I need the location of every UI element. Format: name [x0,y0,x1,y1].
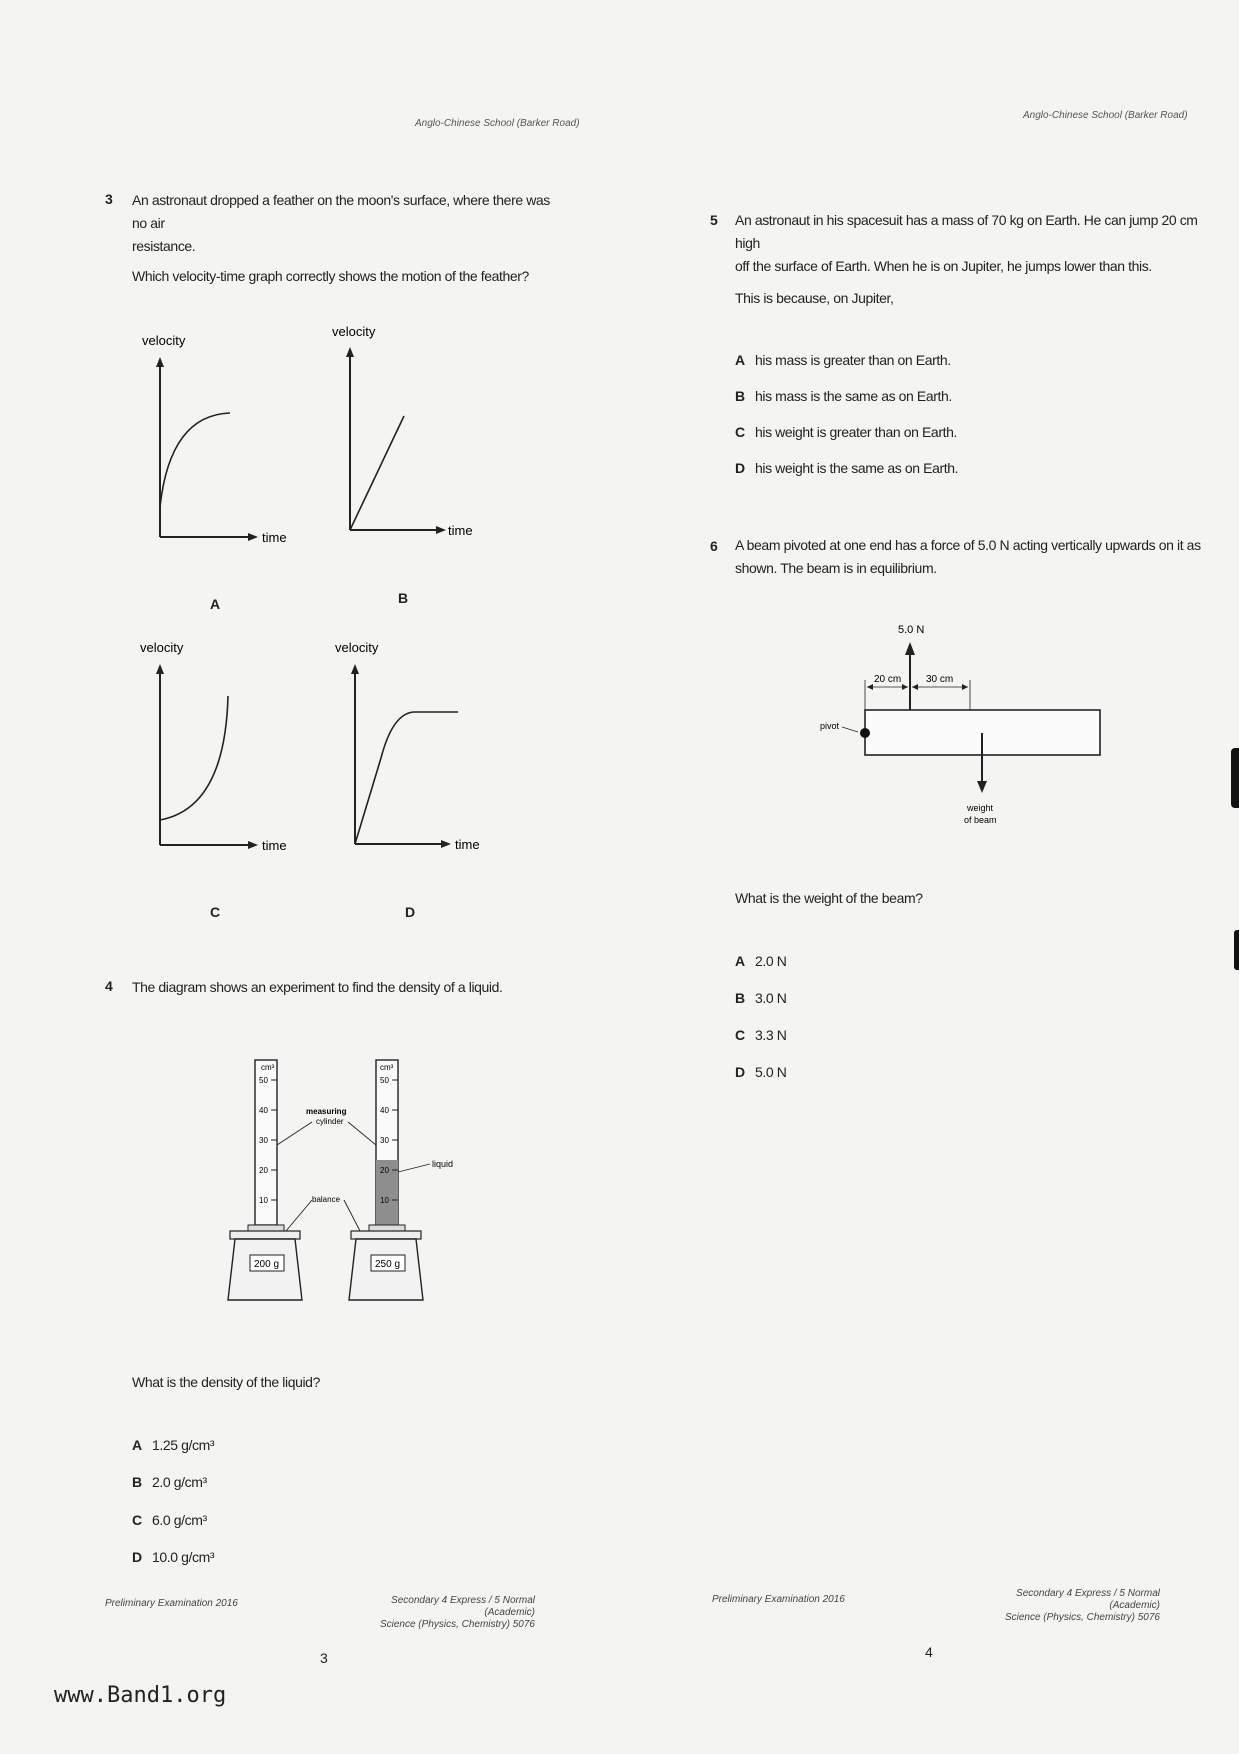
label-cylinder: cylinder [316,1117,344,1126]
q5-option-c[interactable] [735,421,957,444]
graph-d-curve [355,712,458,844]
graph-a-ylabel: velocity [142,333,186,348]
footer-right [980,1588,1160,1624]
weight-label-2: of beam [964,815,997,825]
q6-option-b[interactable] [735,987,786,1010]
left-balance-reading: 200 g [254,1259,280,1270]
graph-a-letter: A [210,596,221,612]
question-5-prompt: This is because, on Jupiter, [735,290,894,306]
right-cylinder-unit: cm³ [380,1063,394,1072]
question-6-line1: A beam pivoted at one end has a force of 5.0 N acting vertically upwards on it as [735,537,1201,553]
q4-option-d-letter: D [132,1549,142,1565]
q5-option-c-letter: C [735,424,745,440]
question-3-text [132,189,562,258]
question-6-prompt: What is the weight of the beam? [735,890,923,906]
q6-option-a-letter: A [735,953,745,969]
right-page [620,0,1239,1754]
question-5-text [735,209,1225,278]
right-scale-30: 30 [380,1136,389,1145]
scan-edge-mark [1231,748,1239,808]
question-5-line2: off the surface of Earth. When he is on Jupiter, he jumps lower than this. [735,258,1152,274]
question-3-number: 3 [105,191,113,207]
left-cylinder-unit: cm³ [261,1063,275,1072]
q5-option-a-letter: A [735,352,745,368]
q4-option-c[interactable] [132,1509,207,1532]
q5-option-b[interactable] [735,385,952,408]
left-scale-40: 40 [259,1106,268,1115]
q6-option-b-letter: B [735,990,745,1006]
q4-option-a[interactable] [132,1434,214,1457]
question-5-number: 5 [710,212,718,228]
question-4-prompt: What is the density of the liquid? [132,1374,320,1390]
q4-option-c-letter: C [132,1512,142,1528]
graph-b-ylabel: velocity [332,324,376,339]
graph-b [320,320,485,545]
graph-c-ylabel: velocity [140,640,184,655]
left-scale-10: 10 [259,1196,268,1205]
label-balance: balance [312,1195,341,1204]
question-3-prompt: Which velocity-time graph correctly shows the motion of the feather? [132,268,529,284]
scan-edge-mark [1234,930,1239,970]
distance-2: 30 cm [926,674,954,685]
graph-a-xlabel: time [262,530,287,545]
right-balance-reading: 250 g [375,1259,401,1270]
graph-c-xlabel: time [262,838,287,853]
q6-option-a[interactable] [735,950,786,973]
q5-option-b-letter: B [735,388,745,404]
footer-left: Preliminary Examination 2016 [712,1594,845,1605]
q5-option-b-text: his mass is the same as on Earth. [755,388,952,404]
q5-option-d[interactable] [735,457,958,480]
distance-1: 20 cm [874,674,902,685]
graph-a-curve [160,413,230,507]
footer-left: Preliminary Examination 2016 [105,1598,238,1609]
q4-option-d[interactable] [132,1546,214,1569]
footer-right-line2: Science (Physics, Chemistry) 5076 [1004,1612,1160,1623]
footer-right-line2: Science (Physics, Chemistry) 5076 [379,1619,535,1630]
q6-option-b-text: 3.0 N [755,990,787,1006]
graph-b-letter: B [398,590,409,606]
graph-b-xlabel: time [448,523,473,538]
question-4-text: The diagram shows an experiment to find the density of a liquid. [132,979,503,995]
q6-option-c[interactable] [735,1024,786,1047]
beam-diagram [790,615,1110,855]
watermark: www.Band1.org [54,1683,227,1708]
q6-option-d-letter: D [735,1064,745,1080]
pivot-point [860,728,870,738]
q5-option-d-letter: D [735,460,745,476]
question-6-text [735,534,1225,580]
q5-option-a[interactable] [735,349,951,372]
pivot-label: pivot [820,721,840,731]
graph-a [130,325,287,550]
graph-d-xlabel: time [455,837,480,852]
q6-option-a-text: 2.0 N [755,953,787,969]
page-header: Anglo-Chinese School (Barker Road) [1023,110,1188,121]
footer-right-line1: Secondary 4 Express / 5 Normal (Academic) [1016,1588,1160,1611]
q6-option-c-text: 3.3 N [755,1027,787,1043]
footer-right-line1: Secondary 4 Express / 5 Normal (Academic) [391,1595,535,1618]
page-number: 4 [925,1644,933,1660]
q6-option-d[interactable] [735,1061,786,1084]
q4-option-d-text: 10.0 g/cm³ [152,1549,215,1565]
left-scale-30: 30 [259,1136,268,1145]
weight-label-1: weight [967,803,994,813]
left-scale-20: 20 [259,1166,268,1175]
q4-option-a-text: 1.25 g/cm³ [152,1437,215,1453]
right-scale-10: 10 [380,1196,389,1205]
q4-option-a-letter: A [132,1437,142,1453]
density-diagram [220,1050,470,1310]
label-measuring: measuring [306,1107,347,1116]
question-3-line2: resistance. [132,238,196,254]
q5-option-d-text: his weight is the same as on Earth. [755,460,959,476]
question-4-number: 4 [105,978,113,994]
graph-c [130,630,287,855]
question-6-line2: shown. The beam is in equilibrium. [735,560,937,576]
question-5-line1: An astronaut in his spacesuit has a mass of 70 kg on Earth. He can jump 20 cm high [735,212,1198,251]
right-scale-20: 20 [380,1166,389,1175]
q6-option-c-letter: C [735,1027,745,1043]
question-3-line1: An astronaut dropped a feather on the moon's surface, where there was no air [132,192,550,231]
question-6-number: 6 [710,538,718,554]
page-header: Anglo-Chinese School (Barker Road) [415,118,580,129]
footer-right [350,1595,535,1631]
right-scale-50: 50 [380,1076,389,1085]
graph-d-letter: D [405,904,416,920]
q6-option-d-text: 5.0 N [755,1064,787,1080]
q5-option-a-text: his mass is greater than on Earth. [755,352,951,368]
q4-option-c-text: 6.0 g/cm³ [152,1512,207,1528]
graph-c-letter: C [210,904,221,920]
graph-b-line [350,416,404,530]
q5-option-c-text: his weight is greater than on Earth. [755,424,957,440]
q4-option-b[interactable] [132,1471,207,1494]
graph-d [325,632,490,857]
right-scale-40: 40 [380,1106,389,1115]
left-scale-50: 50 [259,1076,268,1085]
label-liquid: liquid [432,1159,454,1169]
q4-option-b-letter: B [132,1474,142,1490]
graph-c-curve [160,696,228,820]
force-label: 5.0 N [898,624,925,636]
page-number: 3 [320,1650,328,1666]
q4-option-b-text: 2.0 g/cm³ [152,1474,207,1490]
graph-d-ylabel: velocity [335,640,379,655]
